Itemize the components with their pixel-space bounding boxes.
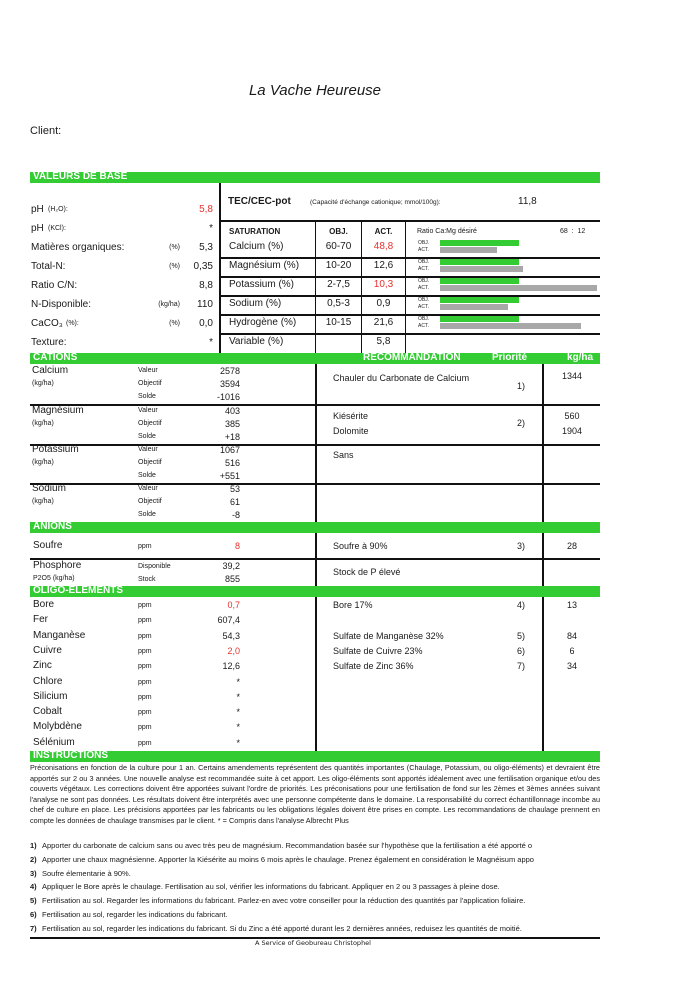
divider <box>30 558 600 560</box>
step-number: 3) <box>30 868 37 878</box>
act-bar <box>440 323 581 329</box>
oligo-name: Chlore <box>33 675 63 687</box>
oligo-value: 54,3 <box>222 630 240 641</box>
obj-bar <box>440 316 519 322</box>
cation-reco: Kiésérite <box>333 411 369 421</box>
bar-act-label: ACT. <box>418 304 429 310</box>
divider <box>220 333 600 335</box>
cec-description: (Capacité d'échange cationique; mmol/100g): <box>310 199 441 206</box>
bar-obj-label: OBJ. <box>418 316 430 322</box>
step-text: Fertilisation au sol. Regarder les informations du fabricant. Parlez-en avec votre conseiller pour la réduction des quantités par l'application foliaire. <box>42 896 526 906</box>
saturation-row-name: Potassium (%) <box>229 279 295 290</box>
base-value: * <box>209 337 213 348</box>
soufre-name: Soufre <box>33 540 63 551</box>
saturation-row-name: Magnésium (%) <box>229 260 300 271</box>
phosphore-stock-label: Stock <box>138 576 156 583</box>
cation-priority: 2) <box>517 418 526 428</box>
base-value: 0,35 <box>193 261 213 272</box>
cation-name: Magnésium <box>32 405 84 416</box>
oligo-reco: Sulfate de Cuivre 23% <box>333 646 423 656</box>
oligo-name: Silicium <box>33 690 68 702</box>
oligo-kgha: 6 <box>569 646 575 656</box>
phosphore-disp-value: 39,2 <box>222 561 240 571</box>
oligo-unit: ppm <box>138 632 152 640</box>
base-value: 110 <box>197 299 213 310</box>
cation-unit: (kg/ha) <box>32 380 54 387</box>
cation-objectif-label: Objectif <box>138 420 162 427</box>
step-text: Fertilisation au sol, regarder les indications du fabricant. Si du Zinc a été apporté durant les 2 dernières années, reduisez les quantités de moitié. <box>42 923 522 933</box>
cation-valeur-label: Valeur <box>138 407 158 414</box>
saturation-row-act: 48,8 <box>373 241 394 252</box>
cation-valeur: 53 <box>229 484 240 494</box>
saturation-row-act: 5,8 <box>376 336 391 347</box>
cation-objectif-label: Objectif <box>138 498 162 505</box>
phosphore-disp-label: Disponible <box>138 563 171 570</box>
base-value-label: pH <box>31 204 44 215</box>
bar-obj-label: OBJ. <box>418 278 430 284</box>
cation-unit: (kg/ha) <box>32 420 54 427</box>
instructions-paragraph: Préconisations en fonction de la culture pour 1 an. Certains amendements représentent des quantités importantes (Chaulage, Potassium, ou oligo-éléments) et devraient être apportés sur 2 ou 3 années. Une nouvelle analyse est recommandée suite à cet apport. Les oligo-éléments sont apportés idéalement avec une fertilisation organique et/ou des couverts végétaux. Les corrections doivent être apportées suivant l'ordre de priorités. Les préconisations pour une fertilisation de fond sur les 2èmes et 3èmes années suivant l'analyse ne sont pas données. Les résultats doivent être interprétés avec une personne compétente dans le domaine. La responsabilité du correct échantillonnage incombe au chef de culture en place. Les précisions apportées par les fabricants ou les obligations légales doivent être prises en compte. Les recommandations de chaulage prennent en compte les données de chaulage transmises par le client. * = Compris dans l'analyse Albrecht Plus <box>30 763 600 825</box>
saturation-row-act: 0,9 <box>376 298 391 309</box>
soufre-value: 8 <box>234 541 240 551</box>
oligo-kgha: 84 <box>566 631 577 641</box>
oligo-reco: Sulfate de Zinc 36% <box>333 661 414 671</box>
oligo-reco: Bore 17% <box>333 600 373 610</box>
step-text: Appliquer le Bore après le chaulage. Fertilisation au sol, vérifier les informations du fabricant. Appliquer en 2 ou 3 passages à pleine dose. <box>42 882 500 892</box>
oligo-reco: Sulfate de Manganèse 32% <box>333 631 444 641</box>
cation-reco: Sans <box>333 450 354 460</box>
cation-kgha: 1344 <box>561 371 583 381</box>
phosphore-reco: Stock de P élevé <box>333 567 401 577</box>
oligo-unit: ppm <box>138 693 152 701</box>
saturation-header: SATURATION <box>229 227 281 236</box>
oligo-unit: ppm <box>138 709 152 717</box>
divider <box>220 257 600 259</box>
saturation-row-obj: 10-15 <box>325 317 352 328</box>
step-number: 2) <box>30 854 37 864</box>
cation-objectif-label: Objectif <box>138 459 162 466</box>
base-value-sublabel: (H₂O): <box>48 206 68 213</box>
divider <box>220 314 600 316</box>
oligo-value: * <box>236 676 240 687</box>
divider <box>220 295 600 297</box>
base-value-unit: (%) <box>169 320 180 327</box>
act-header: ACT. <box>374 227 393 236</box>
section-header-cations <box>30 353 600 364</box>
step-number: 4) <box>30 882 37 892</box>
oligo-name: Sélénium <box>33 736 75 748</box>
instruction-step <box>30 841 600 850</box>
bar-act-label: ACT. <box>418 323 429 329</box>
soufre-kgha: 28 <box>566 541 577 551</box>
oligo-priority: 6) <box>517 646 526 656</box>
instruction-step <box>30 855 600 864</box>
client-label: Client: <box>30 125 62 137</box>
cation-solde: +551 <box>219 471 240 481</box>
cation-objectif: 385 <box>224 419 240 429</box>
base-value-sublabel: (KCl): <box>48 225 66 232</box>
oligo-name: Molybdène <box>33 721 82 733</box>
oligo-value: * <box>236 722 240 733</box>
saturation-row-name: Sodium (%) <box>229 298 282 309</box>
oligo-value: 0,7 <box>227 600 240 610</box>
saturation-row-obj: 10-20 <box>325 260 352 271</box>
cation-valeur: 1067 <box>219 445 240 455</box>
section-label: OLIGO-ÉLÉMENTS <box>33 585 123 596</box>
oligo-name: Zinc <box>33 660 52 672</box>
phosphore-name: Phosphore <box>33 560 82 571</box>
kgha-header: kg/ha <box>566 352 594 363</box>
cation-valeur-label: Valeur <box>138 367 158 374</box>
base-value-unit: (kg/ha) <box>158 301 180 308</box>
cation-unit: (kg/ha) <box>32 459 54 466</box>
bar-act-label: ACT. <box>418 247 429 253</box>
instruction-step <box>30 882 600 891</box>
step-number: 5) <box>30 896 37 906</box>
oligo-priority: 4) <box>517 600 526 610</box>
step-text: Apporter une chaux magnésienne. Apporter la Kiésérite au moins 6 mois après le chaulage. Prenez également en considération le Magnéisum appo <box>42 854 534 864</box>
oligo-name: Cuivre <box>33 644 62 656</box>
soufre-priority: 3) <box>517 541 526 551</box>
step-text: Soufre élementarie à 90%. <box>42 868 131 878</box>
obj-bar <box>440 240 519 246</box>
step-text: Apporter du carbonate de calcium sans ou avec très peu de magnésium. Recommandation basée sur l'hypothèse que la fertilisation a été apporté o <box>42 841 533 850</box>
base-value-label: N-Disponible: <box>31 299 92 310</box>
base-value-unit: (%) <box>169 263 180 270</box>
cation-solde-label: Solde <box>138 472 156 479</box>
section-header-anions <box>30 522 600 533</box>
cation-solde: -8 <box>231 510 240 520</box>
cation-solde-label: Solde <box>138 511 156 518</box>
act-bar <box>440 304 508 310</box>
ratio-label: Ratio Ca:Mg désiré <box>417 228 477 235</box>
base-value-label: Texture: <box>31 337 67 348</box>
base-value-label: pH <box>31 223 44 234</box>
cation-valeur: 403 <box>224 406 240 416</box>
cation-objectif-label: Objectif <box>138 380 162 387</box>
saturation-row-name: Variable (%) <box>229 336 284 347</box>
cation-unit: (kg/ha) <box>32 498 54 505</box>
cec-value: 11,8 <box>518 196 537 207</box>
cation-solde-label: Solde <box>138 393 156 400</box>
act-bar <box>440 247 497 253</box>
base-value-label: CaCO₃ <box>31 318 63 329</box>
cation-objectif: 3594 <box>219 379 240 389</box>
instruction-step <box>30 896 600 905</box>
oligo-kgha: 13 <box>566 600 577 610</box>
cation-objectif: 61 <box>229 497 240 507</box>
cation-solde-label: Solde <box>138 433 156 440</box>
step-number: 7) <box>30 923 37 933</box>
cation-objectif: 516 <box>224 458 240 468</box>
cation-priority: 1) <box>517 381 526 391</box>
step-number: 1) <box>30 841 37 850</box>
saturation-row-act: 10,3 <box>373 279 394 290</box>
recommandation-header: RECOMMANDATION <box>363 352 461 363</box>
base-value-label: Matières organiques: <box>31 242 125 253</box>
cation-name: Calcium <box>32 365 69 376</box>
cation-solde: -1016 <box>216 392 240 402</box>
oligo-kgha: 34 <box>566 661 577 671</box>
section-header-oligo <box>30 586 600 597</box>
saturation-row-act: 12,6 <box>373 260 394 271</box>
ratio-value: 68 : 12 <box>560 228 586 235</box>
cation-kgha: 560 <box>564 411 580 421</box>
step-number: 6) <box>30 910 37 919</box>
base-value: 5,3 <box>199 242 213 253</box>
soufre-unit: ppm <box>138 543 152 550</box>
obj-header: OBJ. <box>329 227 348 236</box>
base-value-sublabel: (%): <box>66 320 79 327</box>
bar-obj-label: OBJ. <box>418 240 430 246</box>
cation-kgha: 1904 <box>561 426 583 436</box>
base-value: * <box>209 223 213 234</box>
act-bar <box>440 285 597 291</box>
base-value: 5,8 <box>199 204 213 215</box>
oligo-unit: ppm <box>138 617 152 625</box>
cation-reco: Dolomite <box>333 426 369 436</box>
oligo-value: 2,0 <box>227 645 240 656</box>
obj-bar <box>440 297 519 303</box>
saturation-row-obj: 0,5-3 <box>327 298 350 309</box>
oligo-unit: ppm <box>138 739 152 747</box>
base-value: 0,0 <box>199 318 213 329</box>
cation-valeur-label: Valeur <box>138 485 158 492</box>
phosphore-sub: P2O5 (kg/ha) <box>33 575 75 582</box>
instruction-step <box>30 924 600 933</box>
act-bar <box>440 266 523 272</box>
instruction-step <box>30 910 600 919</box>
cec-label: TEC/CEC-pot <box>228 196 291 207</box>
oligo-unit: ppm <box>138 724 152 732</box>
section-label: VALEURS DE BASE <box>33 171 128 182</box>
oligo-value: * <box>236 737 240 748</box>
priorite-header: Priorité <box>492 352 528 363</box>
cation-name: Potassium <box>32 444 79 455</box>
base-value-unit: (%) <box>169 244 180 251</box>
oligo-name: Bore <box>33 599 55 610</box>
section-header-instructions <box>30 751 600 762</box>
oligo-unit: ppm <box>138 663 152 671</box>
saturation-row-act: 21,6 <box>373 317 394 328</box>
oligo-name: Manganèse <box>33 629 86 641</box>
base-value-label: Ratio C/N: <box>31 280 78 291</box>
oligo-name: Fer <box>33 614 48 626</box>
oligo-value: * <box>236 707 240 718</box>
oligo-value: * <box>236 691 240 702</box>
oligo-name: Cobalt <box>33 706 62 718</box>
cation-valeur: 2578 <box>219 366 240 376</box>
soufre-reco: Soufre à 90% <box>333 541 388 551</box>
instruction-step <box>30 869 600 878</box>
oligo-priority: 7) <box>517 661 526 671</box>
divider <box>220 276 600 278</box>
cation-reco: Chauler du Carbonate de Calcium <box>333 373 470 383</box>
section-header-base-values <box>30 172 600 183</box>
cation-solde: +18 <box>224 432 240 442</box>
divider <box>219 183 221 353</box>
section-label: INSTRUCTIONS <box>33 750 108 761</box>
section-label: ANIONS <box>33 521 72 532</box>
cation-valeur-label: Valeur <box>138 446 158 453</box>
obj-bar <box>440 278 519 284</box>
oligo-value: 12,6 <box>222 661 240 672</box>
saturation-row-name: Calcium (%) <box>229 241 284 252</box>
bar-obj-label: OBJ. <box>418 259 430 265</box>
bar-act-label: ACT. <box>418 285 429 291</box>
saturation-row-name: Hydrogène (%) <box>229 317 297 328</box>
oligo-unit: ppm <box>138 678 152 686</box>
oligo-unit: ppm <box>138 602 152 609</box>
cation-name: Sodium <box>32 483 66 494</box>
footer-credit: A Service of Geobureau Christophel <box>255 939 371 947</box>
divider <box>220 220 600 222</box>
oligo-priority: 5) <box>517 631 526 641</box>
base-value-label: Total-N: <box>31 261 66 272</box>
phosphore-stock-value: 855 <box>224 574 240 584</box>
saturation-row-obj: 60-70 <box>325 241 352 252</box>
oligo-unit: ppm <box>138 647 152 655</box>
report-title: La Vache Heureuse <box>248 82 382 99</box>
section-label: CATIONS <box>33 352 78 363</box>
bar-act-label: ACT. <box>418 266 429 272</box>
saturation-row-obj: 2-7,5 <box>327 279 350 290</box>
obj-bar <box>440 259 519 265</box>
base-value: 8,8 <box>199 280 213 291</box>
bar-obj-label: OBJ. <box>418 297 430 303</box>
oligo-value: 607,4 <box>217 615 240 626</box>
step-text: Fertilisation au sol, regarder les indications du fabricant. <box>42 910 228 919</box>
